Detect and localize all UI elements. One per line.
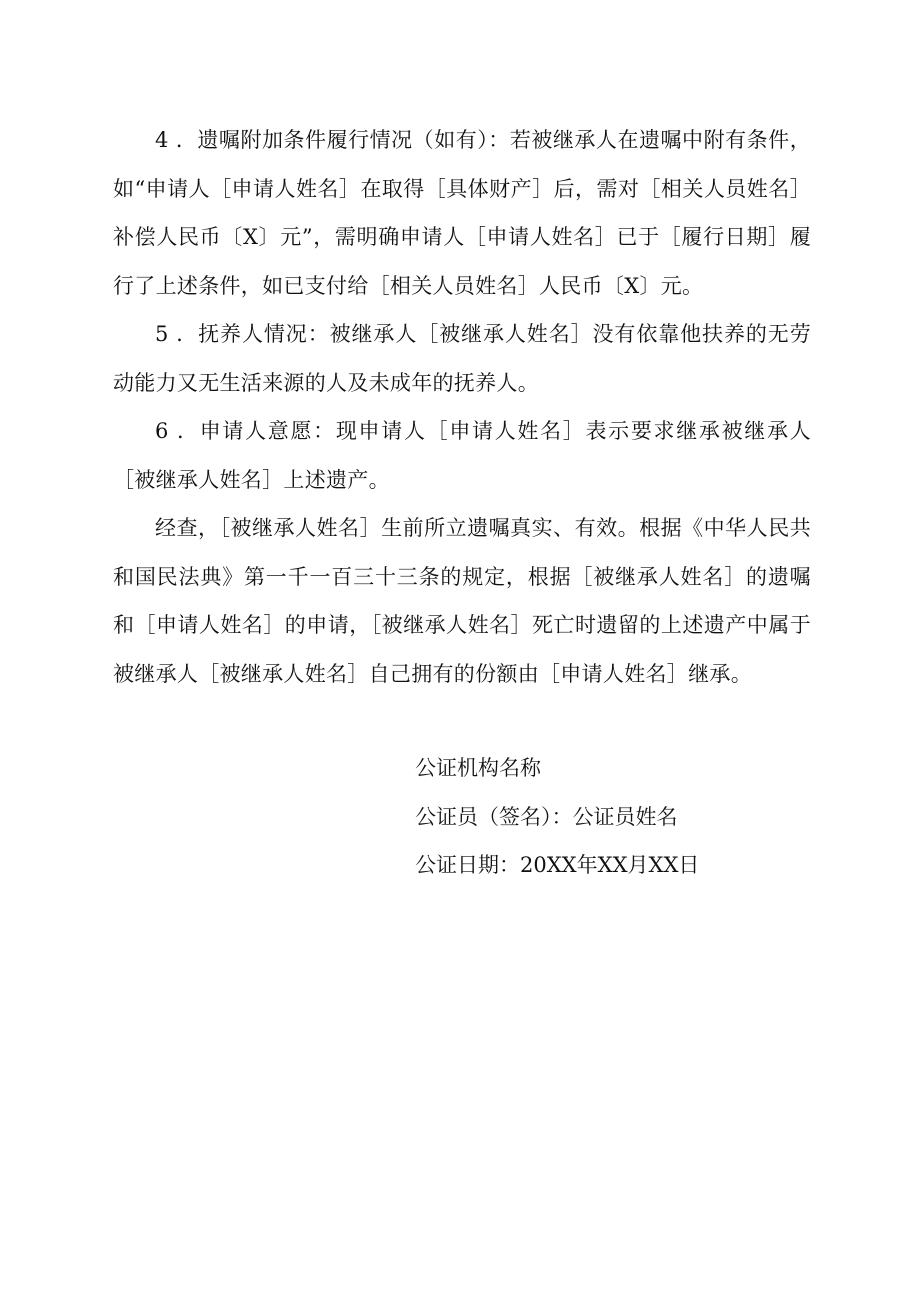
notary-signature: 公证员（签名）：公证员姓名 — [415, 804, 678, 829]
signature-block — [415, 744, 815, 890]
paragraph-condition-fulfillment: 4 ．遗嘱附加条件履行情况（如有）：若被继承人在遗嘱中附有条件，如“申请人［申请人姓名］在取得［具体财产］后，需对［相关人员姓名］补偿人民币〔X〕元”，需明确申请人［申请人姓名］已于［履行日期］履行了上述条件，如已支付给［相关人员姓名］人民币〔X〕元。 — [113, 128, 811, 298]
notary-institution-name: 公证机构名称 — [415, 756, 541, 780]
paragraph-applicant-intent: 6 ．申请人意愿：现申请人［申请人姓名］表示要求继承被继承人［被继承人姓名］上述遗产。 — [113, 419, 811, 492]
paragraph-conclusion: 经查，［被继承人姓名］生前所立遗嘱真实、有效。根据《中华人民共和国民法典》第一千一百三十三条的规定，根据［被继承人姓名］的遗嘱和［申请人姓名］的申请，［被继承人姓名］死亡时遗留的上述遗产中属于被继承人［被继承人姓名］自己拥有的份额由［申请人姓名］继承。 — [113, 516, 811, 686]
document-body — [113, 116, 811, 698]
notarization-date: 公证日期：20XX年XX月XX日 — [415, 853, 700, 877]
paragraph-dependents: 5 ．抚养人情况：被继承人［被继承人姓名］没有依靠他扶养的无劳动能力又无生活来源的人及未成年的抚养人。 — [113, 322, 811, 395]
